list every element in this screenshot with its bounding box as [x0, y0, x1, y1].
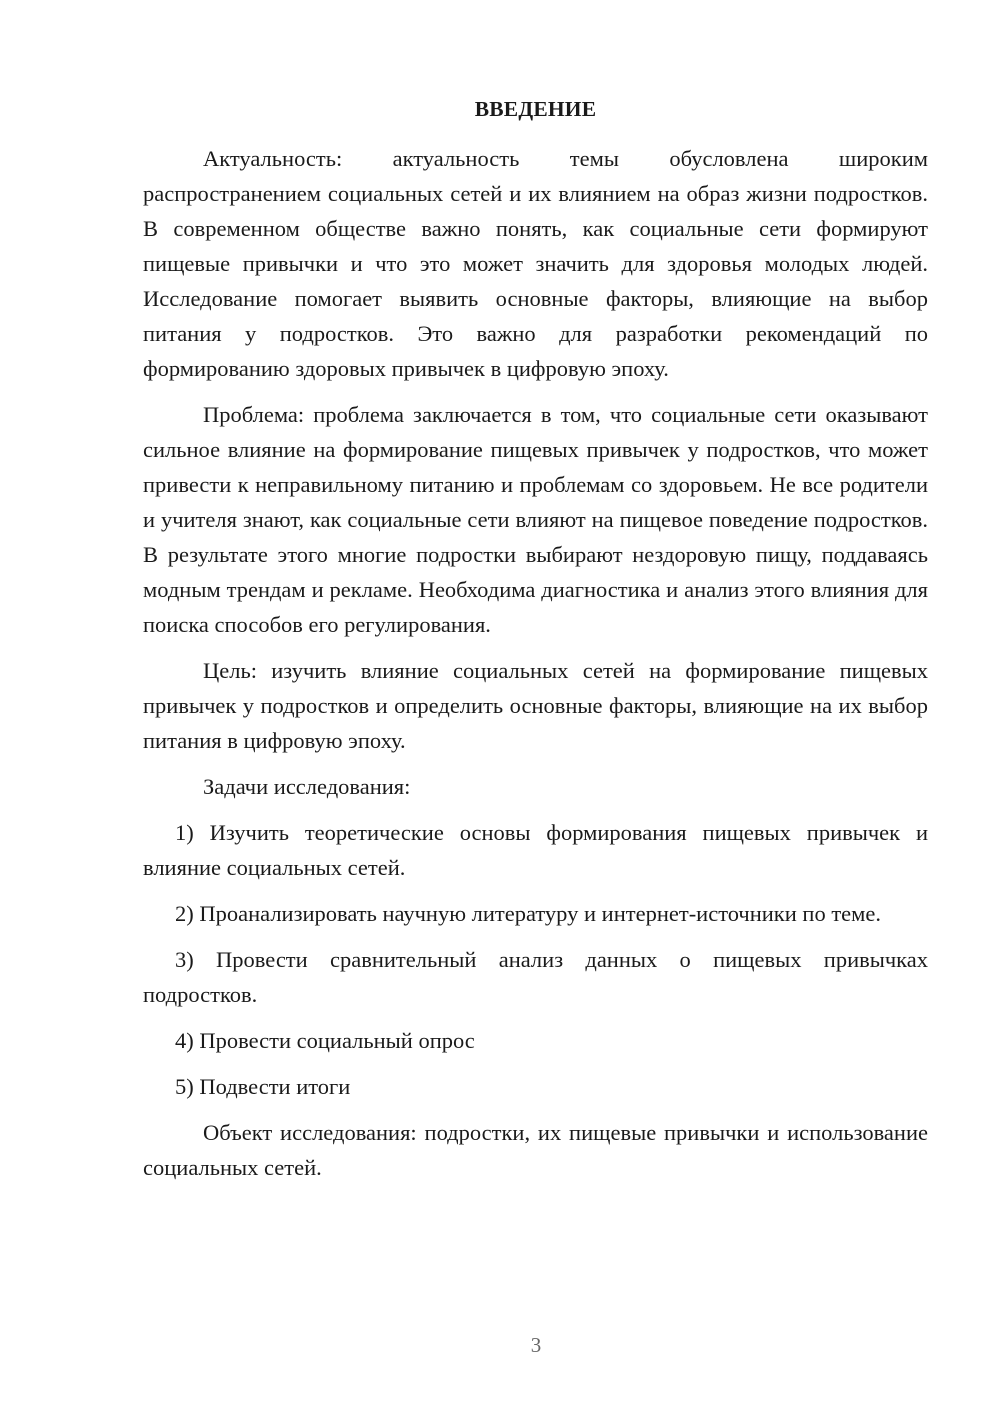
- task-item-3: 3) Провести сравнительный анализ данных о пищевых привычках подростков.: [143, 947, 928, 1007]
- task-item-4: 4) Провести социальный опрос: [175, 1028, 475, 1053]
- relevance-paragraph: Актуальность: актуальность темы обусловлена широким распространением социальных сетей и их влиянием на образ жизни подростков. В современном обществе важно понять, как социальные сети формируют пищевые привычки и что это может значить для здоровья молодых людей. Исследование помогает выявить основные факторы, влияющие на выбор питания у подростков. Это важно для разработки рекомендаций по формированию здоровых привычек в цифровую эпоху.: [143, 146, 928, 381]
- goal-paragraph: Цель: изучить влияние социальных сетей на формирование пищевых привычек у подростков и определить основные факторы, влияющие на их выбор питания в цифровую эпоху.: [143, 658, 928, 753]
- page-content: [143, 92, 928, 1196]
- object-paragraph: Объект исследования: подростки, их пищевые привычки и использование социальных сетей.: [143, 1120, 928, 1180]
- problem-paragraph: Проблема: проблема заключается в том, что социальные сети оказывают сильное влияние на формирование пищевых привычек у подростков, что может привести к неправильному питанию и проблемам со здоровьем. Не все родители и учителя знают, как социальные сети влияют на пищевое поведение подростков. В результате этого многие подростки выбирают нездоровую пищу, поддаваясь модным трендам и рекламе. Необходима диагностика и анализ этого влияния для поиска способов его регулирования.: [143, 402, 928, 637]
- task-item-1: 1) Изучить теоретические основы формирования пищевых привычек и влияние социальных сетей.: [143, 820, 928, 880]
- section-heading: ВВЕДЕНИЕ: [474, 97, 597, 121]
- task-item-2: 2) Проанализировать научную литературу и интернет-источники по теме.: [175, 901, 881, 926]
- task-item-5: 5) Подвести итоги: [175, 1074, 351, 1099]
- tasks-title: Задачи исследования:: [203, 774, 411, 799]
- page-number: 3: [530, 1333, 542, 1357]
